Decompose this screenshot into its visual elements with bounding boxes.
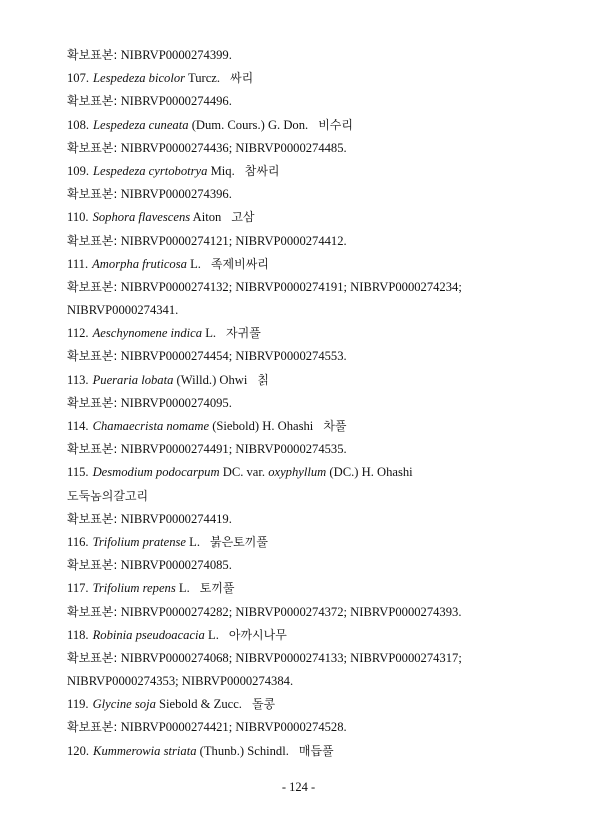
specimen-label: 확보표본: <box>67 279 118 294</box>
species-entry <box>67 67 567 90</box>
author-citation: L. <box>208 627 219 642</box>
specimen-ids: NIBRVP0000274491; NIBRVP0000274535. <box>120 442 347 457</box>
species-entry <box>67 624 567 647</box>
korean-name: 자귀풀 <box>226 326 261 341</box>
specimen-ids: NIBRVP0000274419. <box>120 511 232 526</box>
author-citation: Turcz. <box>187 71 221 86</box>
specimen-label: 확보표본: <box>67 140 118 155</box>
species-entry <box>67 577 567 600</box>
korean-name: 돌콩 <box>251 697 276 712</box>
author-citation: (Siebold) H. Ohashi <box>212 419 314 433</box>
scientific-name: Chamaecrista nomame <box>92 419 210 433</box>
scientific-name: Lespedeza cyrtobotrya <box>93 163 208 178</box>
author-citation: Miq. <box>210 163 235 178</box>
specimen-ids: NIBRVP0000274396. <box>120 187 232 202</box>
specimen-line <box>67 44 567 67</box>
specimen-ids: NIBRVP0000274341. <box>67 303 179 318</box>
entry-number: 112. <box>67 326 89 341</box>
species-entry <box>67 253 567 276</box>
specimen-line <box>67 601 567 624</box>
specimen-ids: NIBRVP0000274421; NIBRVP0000274528. <box>120 720 347 735</box>
species-entry <box>67 206 567 229</box>
specimen-label: 확보표본: <box>67 187 118 202</box>
document-body <box>67 44 567 763</box>
specimen-label: 확보표본: <box>67 48 118 62</box>
species-entry <box>67 693 567 716</box>
entry-number: 116. <box>67 534 89 549</box>
korean-name: 토끼풀 <box>199 581 235 596</box>
korean-name: 고삼 <box>231 210 255 225</box>
variety-marker: DC. var. <box>222 465 266 480</box>
specimen-continuation <box>67 670 567 693</box>
specimen-label: 확보표본: <box>67 395 118 410</box>
author-citation: (Thunb.) Schindl. <box>199 743 289 758</box>
entry-number: 110. <box>67 210 89 225</box>
species-entry <box>67 322 567 345</box>
specimen-ids: NIBRVP0000274085. <box>120 558 232 573</box>
specimen-ids: NIBRVP0000274496. <box>120 94 232 109</box>
variety-name: oxyphyllum <box>268 465 327 480</box>
specimen-line <box>67 183 567 206</box>
korean-name-line <box>67 485 567 508</box>
author-citation: Aiton <box>192 210 222 225</box>
specimen-line <box>67 647 567 670</box>
scientific-name: Desmodium podocarpum <box>92 465 220 480</box>
scientific-name: Lespedeza cuneata <box>93 117 189 132</box>
specimen-line <box>67 438 567 461</box>
scientific-name: Trifolium pratense <box>92 534 186 549</box>
specimen-ids: NIBRVP0000274095. <box>120 395 232 410</box>
scientific-name: Trifolium repens <box>92 581 176 596</box>
korean-name: 비수리 <box>318 117 353 132</box>
specimen-ids: NIBRVP0000274436; NIBRVP0000274485. <box>120 140 347 155</box>
author-citation: (Dum. Cours.) G. Don. <box>191 117 309 132</box>
specimen-label: 확보표본: <box>67 233 118 248</box>
scientific-name: Lespedeza bicolor <box>93 71 186 86</box>
specimen-ids: NIBRVP0000274282; NIBRVP0000274372; NIBRVP0000274393. <box>120 604 462 619</box>
specimen-label: 확보표본: <box>67 720 118 735</box>
specimen-line <box>67 392 567 415</box>
scientific-name: Robinia pseudoacacia <box>92 627 205 642</box>
specimen-ids: NIBRVP0000274399. <box>120 48 232 62</box>
specimen-line <box>67 90 567 113</box>
species-entry <box>67 160 567 183</box>
entry-number: 113. <box>67 372 89 387</box>
entry-number: 111. <box>67 256 89 271</box>
author-citation: L. <box>178 581 190 596</box>
entry-number: 108. <box>67 117 90 132</box>
species-entry <box>67 740 567 763</box>
specimen-ids: NIBRVP0000274454; NIBRVP0000274553. <box>120 349 347 364</box>
scientific-name: Aeschynomene indica <box>92 326 203 341</box>
specimen-ids: NIBRVP0000274121; NIBRVP0000274412. <box>120 233 347 248</box>
scientific-name: Glycine soja <box>92 697 156 712</box>
author-citation: (DC.) H. Ohashi <box>329 465 413 480</box>
scientific-name: Pueraria lobata <box>92 372 174 387</box>
scientific-name: Amorpha fruticosa <box>92 256 187 271</box>
entry-number: 118. <box>67 627 89 642</box>
author-citation: L. <box>205 326 217 341</box>
specimen-ids: NIBRVP0000274068; NIBRVP0000274133; NIBRVP0000274317; <box>120 650 462 665</box>
specimen-label: 확보표본: <box>67 604 118 619</box>
specimen-label: 확보표본: <box>67 650 118 665</box>
specimen-line <box>67 276 567 299</box>
entry-number: 107. <box>67 71 90 86</box>
species-entry <box>67 415 567 438</box>
korean-name: 싸리 <box>230 71 254 86</box>
page-number: - 124 - <box>281 780 316 794</box>
specimen-line <box>67 230 567 253</box>
species-entry <box>67 114 567 137</box>
scientific-name: Sophora flavescens <box>92 210 191 225</box>
species-entry <box>67 461 567 484</box>
author-citation: L. <box>190 256 201 271</box>
specimen-label: 확보표본: <box>67 442 118 457</box>
species-entry <box>67 531 567 554</box>
korean-name: 아까시나무 <box>228 627 287 642</box>
korean-name: 붉은토끼풀 <box>210 534 268 549</box>
specimen-line <box>67 554 567 577</box>
entry-number: 115. <box>67 465 89 480</box>
specimen-line <box>67 345 567 368</box>
specimen-ids: NIBRVP0000274353; NIBRVP0000274384. <box>67 674 294 689</box>
specimen-label: 확보표본: <box>67 94 118 109</box>
author-citation: Siebold & Zucc. <box>159 697 242 712</box>
specimen-line <box>67 508 567 531</box>
korean-name: 도둑놈의갈고리 <box>67 488 149 503</box>
specimen-continuation <box>67 299 567 322</box>
specimen-label: 확보표본: <box>67 349 118 364</box>
author-citation: L. <box>189 534 200 549</box>
author-citation: (Willd.) Ohwi <box>176 372 248 387</box>
entry-number: 114. <box>67 419 89 433</box>
korean-name: 참싸리 <box>244 163 280 178</box>
specimen-label: 확보표본: <box>67 558 118 573</box>
korean-name: 차풀 <box>323 419 347 433</box>
korean-name: 족제비싸리 <box>210 256 269 271</box>
species-entry <box>67 369 567 392</box>
specimen-line <box>67 716 567 739</box>
entry-number: 120. <box>67 743 90 758</box>
korean-name: 매듭풀 <box>298 743 334 758</box>
specimen-line <box>67 137 567 160</box>
korean-name: 칡 <box>257 372 269 387</box>
scientific-name: Kummerowia striata <box>93 743 197 758</box>
specimen-label: 확보표본: <box>67 511 118 526</box>
entry-number: 117. <box>67 581 89 596</box>
specimen-ids: NIBRVP0000274132; NIBRVP0000274191; NIBRVP0000274234; <box>120 279 462 294</box>
entry-number: 109. <box>67 163 90 178</box>
entry-number: 119. <box>67 697 89 712</box>
